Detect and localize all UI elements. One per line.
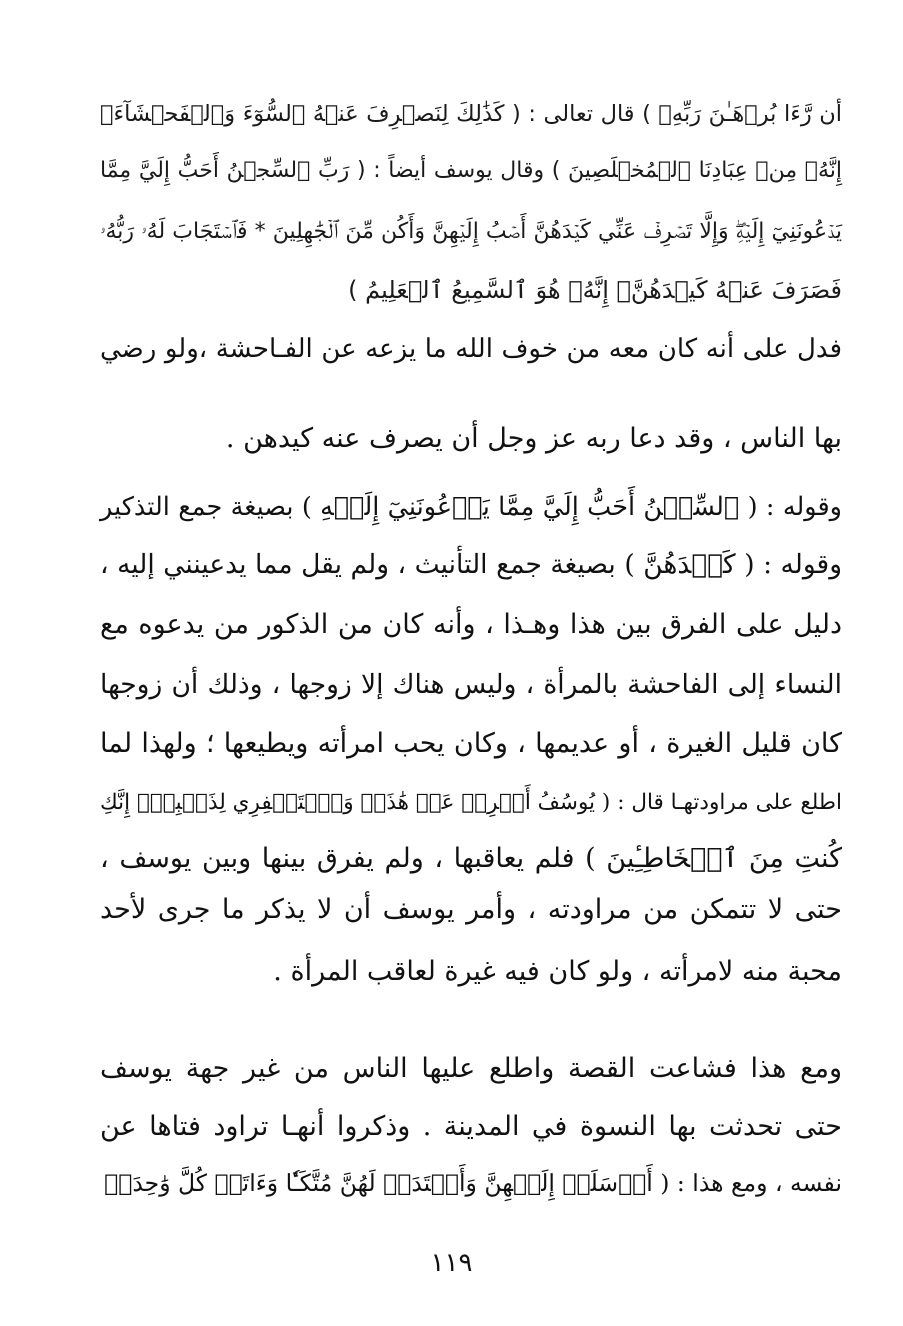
text-line-14: حتى لا تتمكن من مراودته ، وأمر يوسف أن لا يذكر ما جرى لأحد: [100, 894, 842, 925]
text-line-3: يَدۡعُونَنِيٓ إِلَيۡهِۖ وَإِلَّا تَصۡرِفۡ عَنِّي كَيۡدَهُنَّ أَصۡبُ إِلَيۡهِنَّ وَأَكُن مِّنَ ٱلۡجَٰهِلِينَ * فَٱسۡتَجَابَ لَهُۥ رَبُّهُۥ: [100, 219, 842, 244]
text-line-10: النساء إلى الفاحشة بالمرأة ، وليس هناك إلا زوجها ، وذلك أن زوجها: [100, 669, 842, 700]
text-line-18: نفسه ، ومع هذا : ( أَرۡسَلَتۡ إِلَيۡهِنَّ وَأَعۡتَدَتۡ لَهُنَّ مُتَّكَـٔٗا وَءَاتَتۡ كُلَّ وَٰحِدَةٖ: [104, 1169, 842, 1197]
text-line-11: كان قليل الغيرة ، أو عديمها ، وكان يحب امرأته ويطيعها ؛ ولهذا لما: [100, 728, 842, 759]
text-line-7: وقوله : ( ٱلسِّجۡنُ أَحَبُّ إِلَيَّ مِمَّا يَدۡعُونَنِيٓ إِلَيۡهِ ) بصيغة جمع التذكير: [100, 492, 842, 522]
text-line-5: فدل على أنه كان معه من خوف الله ما يزعه عن الفـاحشة ،ولو رضي: [100, 334, 842, 364]
text-line-12: اطلع على مراودتهـا قال : ( يُوسُفُ أَعۡرِضۡ عَنۡ هَٰذَاۚ وَٱسۡتَغۡفِرِي لِذَنۢبِكِۖ إِنَّكِ: [100, 790, 842, 815]
text-line-8: وقوله : ( كَيۡدَهُنَّ ) بصيغة جمع التأنيث ، ولم يقل مما يدعينني إليه ،: [100, 549, 842, 580]
text-line-16: ومع هذا فشاعت القصة واطلع عليها الناس من غير جهة يوسف: [100, 1053, 842, 1084]
text-line-1: أن رَّءَا بُرۡهَـٰنَ رَبِّهِۦ ) قال تعالى : ( كَذَٰلِكَ لِنَصۡرِفَ عَنۡهُ ٱلسُّوٓءَ وَٱلۡفَحۡشَآءَۚ: [100, 101, 842, 127]
text-line-6: بها الناس ، وقد دعا ربه عز وجل أن يصرف عنه كيدهن .: [225, 423, 842, 454]
page-number: ١١٩: [430, 1248, 473, 1278]
text-line-9: دليل على الفرق بين هذا وهـذا ، وأنه كان من الذكور من يدعوه مع: [100, 609, 842, 640]
text-line-4: فَصَرَفَ عَنۡهُ كَيۡدَهُنَّۚ إِنَّهُۥ هُوَ ٱلسَّمِيعُ ٱلۡعَلِيمُ ): [348, 276, 842, 304]
text-line-13: كُنتِ مِنَ ٱلۡخَاطِـِٔينَ ) فلم يعاقبها ، ولم يفرق بينها وبين يوسف ،: [100, 843, 842, 874]
text-line-17: حتى تحدثت بها النسوة في المدينة . وذكروا أنهـا تراود فتاها عن: [100, 1111, 842, 1142]
text-line-2: إِنَّهُۥ مِنۡ عِبَادِنَا ٱلۡمُخۡلَصِينَ ) وقال يوسف أيضاً : ( رَبِّ ٱلسِّجۡنُ أَحَبُّ إِلَيَّ مِمَّا: [100, 158, 842, 183]
text-line-15: محبة منه لامرأته ، ولو كان فيه غيرة لعاقب المرأة .: [273, 956, 842, 987]
